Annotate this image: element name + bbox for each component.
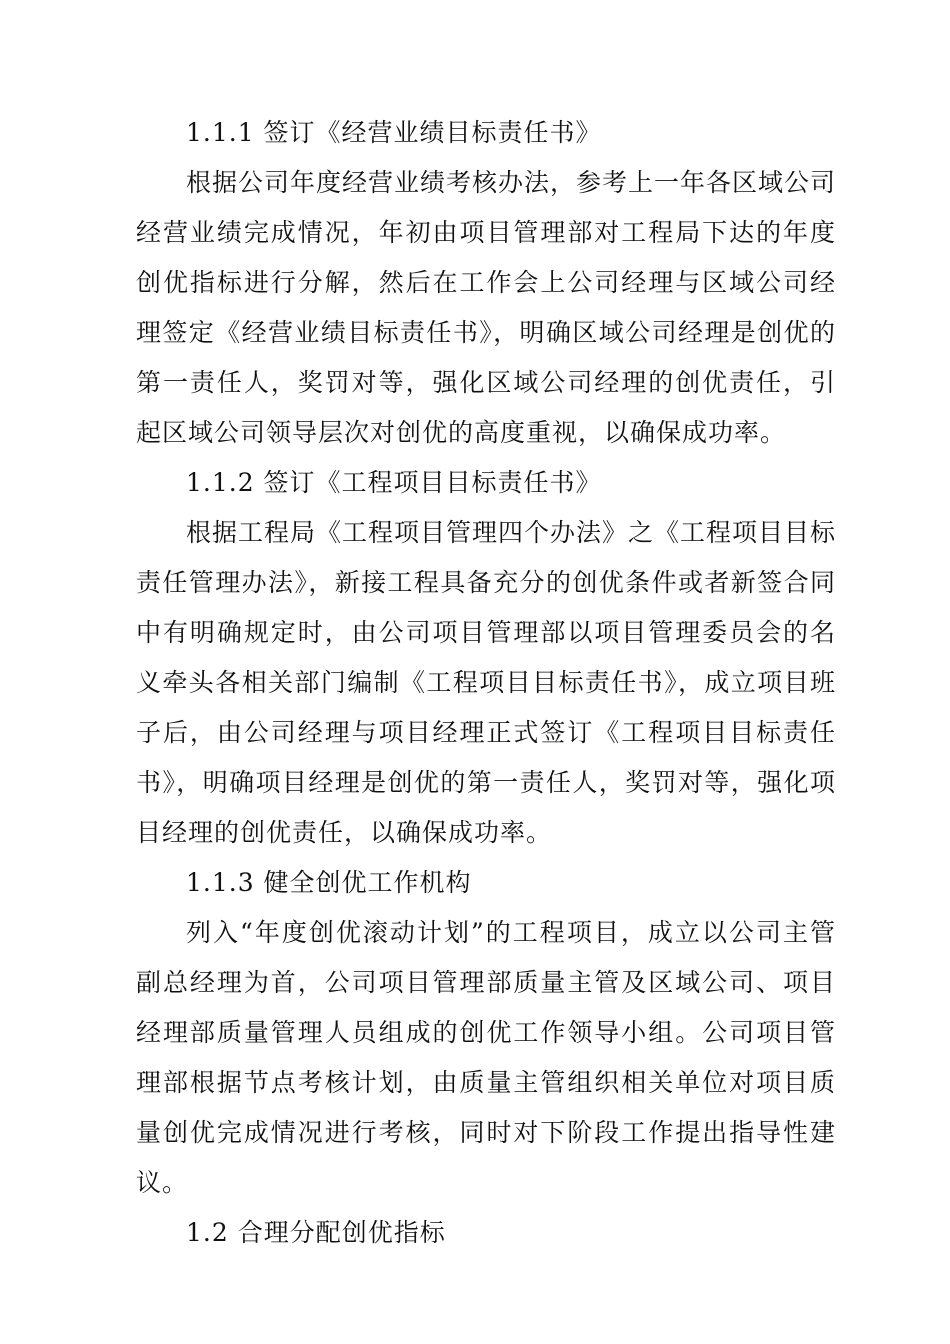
section-1-1-2 (136, 458, 836, 858)
section-heading: 1.2 合理分配创优指标 (186, 1218, 446, 1247)
section-1-1-3 (136, 858, 836, 1208)
section-heading: 1.1.2 签订《工程项目目标责任书》 (186, 468, 602, 497)
section-1-1-1 (136, 108, 836, 458)
section-paragraph: 根据工程局《工程项目管理四个办法》之《工程项目目标责任管理办法》，新接工程具备充分的创优条件或者新签合同中有明确规定时，由公司项目管理部以项目管理委员会的名义牵头各相关部门编制《工程项目目标责任书》，成立项目班子后，由公司经理与项目经理正式签订《工程项目目标责任书》，明确项目经理是创优的第一责任人，奖罚对等，强化项目经理的创优责任，以确保成功率。 (136, 518, 837, 847)
section-1-2 (136, 1208, 836, 1258)
section-paragraph: 根据公司年度经营业绩考核办法，参考上一年各区域公司经营业绩完成情况，年初由项目管理部对工程局下达的年度创优指标进行分解，然后在工作会上公司经理与区域公司经理签定《经营业绩目标责任书》，明确区域公司经理是创优的第一责任人，奖罚对等，强化区域公司经理的创优责任，引起区域公司领导层次对创优的高度重视，以确保成功率。 (136, 168, 837, 447)
document-page (136, 108, 836, 1258)
section-paragraph: 列入“年度创优滚动计划”的工程项目，成立以公司主管副总经理为首，公司项目管理部质量主管及区域公司、项目经理部质量管理人员组成的创优工作领导小组。公司项目管理部根据节点考核计划，由质量主管组织相关单位对项目质量创优完成情况进行考核，同时对下阶段工作提出指导性建议。 (136, 918, 836, 1197)
section-heading: 1.1.3 健全创优工作机构 (186, 868, 472, 897)
section-heading: 1.1.1 签订《经营业绩目标责任书》 (186, 118, 602, 147)
